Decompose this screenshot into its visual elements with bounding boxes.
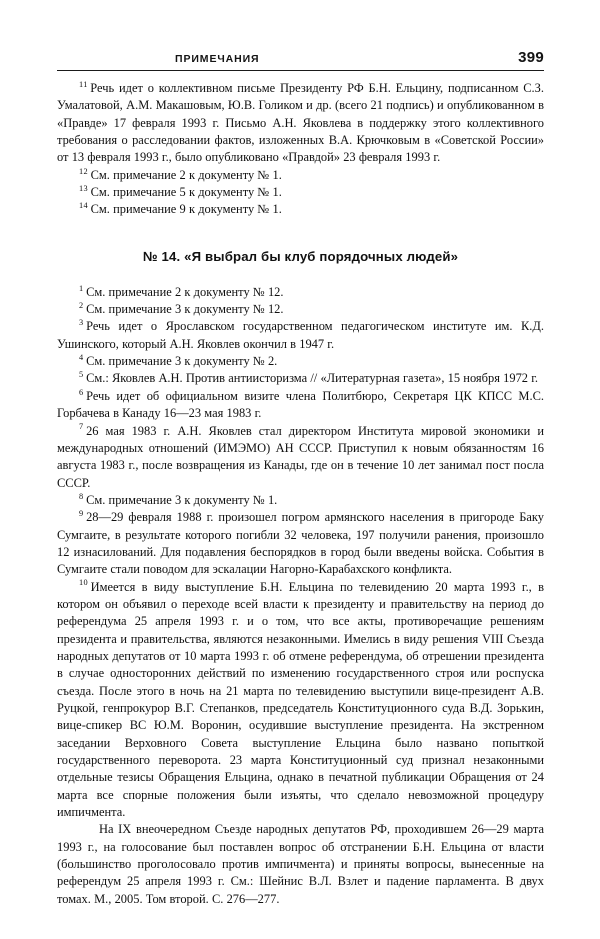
note-marker: 12 (79, 166, 89, 176)
note-item (57, 201, 544, 218)
note-marker: 10 (79, 578, 89, 588)
note-text: Речь идет о коллективном письме Президенту РФ Б.Н. Ельцину, подписанном С.З. Умалатовой, А.М. Макашовым, Ю.В. Голиком и др. (всего 21 подпись) и опубликованном в «Правде» 17 февраля 1993 г. Письмо А.Н. Яковлева в поддержку этого коллективного требования о расследовании фактов, изложенных В.А. Крючковым в «Советской России» от 13 февраля 1993 г., было опубликовано «Правдой» 23 февраля 1993 г. (57, 81, 544, 165)
note-text: Речь идет о Ярославском государственном педагогическом институте им. К.Д. Ушинского, который А.Н. Яковлев окончил в 1947 г. (57, 319, 544, 351)
note-text: 26 мая 1983 г. А.Н. Яковлев стал директором Института мировой экономики и международных отношений (ИМЭМО) АН СССР. Приступил к новым обязанностям 16 августа 1983 г., после возвращения из Канады, где он в течение 10 лет занимал пост посла СССР. (57, 423, 544, 490)
note-text: См. примечание 3 к документу № 12. (86, 302, 284, 317)
note-marker: 6 (79, 387, 84, 397)
note-marker: 2 (79, 300, 84, 310)
note-text: См. примечание 5 к документу № 1. (90, 185, 282, 200)
note-item (57, 423, 544, 492)
note-text: См. примечание 9 к документу № 1. (90, 202, 282, 217)
note-item (57, 184, 544, 201)
note-marker: 7 (79, 422, 84, 432)
note-text: Речь идет об официальном визите члена Политбюро, Секретаря ЦК КПСС М.С. Горбачева в Канаду 16—23 мая 1983 г. (57, 388, 544, 421)
note-marker: 9 (79, 509, 84, 519)
note-item (57, 167, 544, 184)
note-text: См.: Яковлев А.Н. Против антиисторизма // «Литературная газета», 15 ноября 1972 г. (86, 371, 539, 386)
note-text: См. примечание 3 к документу № 1. (86, 492, 278, 507)
note-item (57, 492, 544, 509)
note-marker: 11 (79, 79, 88, 89)
note-item (57, 284, 544, 301)
notes-body (57, 80, 544, 908)
note-marker: 14 (79, 201, 89, 211)
header-rule (57, 70, 544, 71)
note-text: 28—29 февраля 1988 г. произошел погром армянского населения в пригороде Баку Сумгаите, в результате которого погибли 32 человека, 197 получили ранения, произошло 12 изнасилований. Для подавления беспорядков в город были введены войска. События в Сумгаите стали поводом для эскалации Нагорно-Карабахского конфликта. (57, 510, 544, 577)
note-marker: 13 (79, 183, 89, 193)
note-marker: 4 (79, 352, 84, 362)
note-item (57, 301, 544, 318)
note-marker: 3 (79, 318, 84, 328)
note-marker: 5 (79, 370, 84, 380)
heading-spacer-top (57, 219, 544, 249)
running-head-title: ПРИМЕЧАНИЯ (175, 53, 260, 65)
note-item (57, 370, 544, 387)
note-marker: 8 (79, 491, 84, 501)
note-item (57, 353, 544, 370)
note-item (57, 80, 544, 167)
note-item (57, 509, 544, 578)
page-number: 399 (518, 49, 544, 66)
continuation-paragraph: На IX внеочередном Съезде народных депутатов РФ, проходившем 26—29 марта 1993 г., на голосование был поставлен вопрос об отстранении Б.Н. Ельцина от власти (большинство проголосовало против импичмента) и приняты вопросы, вынесенные на референдум 25 апреля 1993 г. См.: Шейнис В.Л. Взлет и падение парламента. В двух томах. М., 2005. Том второй. С. 276—277. (57, 822, 544, 906)
note-text: Имеется в виду выступление Б.Н. Ельцина по телевидению 20 марта 1993 г., в котором он объявил о переходе всей власти к президенту и правительству на период до референдума 25 апреля 1993 г. и о том, что все акты, противоречащие решениям президента и правительства, являются незаконными. Имелись в виду решения VIII Съезда народных депутатов от 10 марта 1993 г. об отмене референдума, об отрешении президента в случае односторонних действий по изменению государственного строя или роспуска съезда. После этого в ночь на 21 марта по телевидению выступили вице-президент А.В. Руцкой, генпрокурор В.Г. Степанков, председатель Конституционного суда В.Д. Зорькин, вице-спикер ВС Ю.М. Воронин, осудившие выступление президента. На экстренном заседании Верховного Совета выступление Ельцина было названо попыткой государственного переворота. 23 марта Конституционный суд признал незаконными отдельные тезисы Обращения Ельцина, однако в печатной публикации Обращения от 24 марта все спорные положения были изъяты, что сделало невозможной процедуру импичмента. (57, 579, 544, 820)
note-item (57, 318, 544, 353)
note-item (57, 388, 544, 423)
notes-list-current-document (57, 284, 544, 822)
heading-spacer-bottom (57, 264, 544, 284)
note-text: См. примечание 3 к документу № 2. (86, 354, 278, 369)
note-marker: 1 (79, 283, 84, 293)
note-text: См. примечание 2 к документу № 12. (86, 284, 284, 299)
running-head (57, 49, 544, 66)
note-item (57, 579, 544, 822)
note-text: См. примечание 2 к документу № 1. (90, 167, 282, 182)
section-heading: № 14. «Я выбрал бы клуб порядочных людей» (142, 248, 459, 264)
notes-list-previous-document (57, 80, 544, 219)
